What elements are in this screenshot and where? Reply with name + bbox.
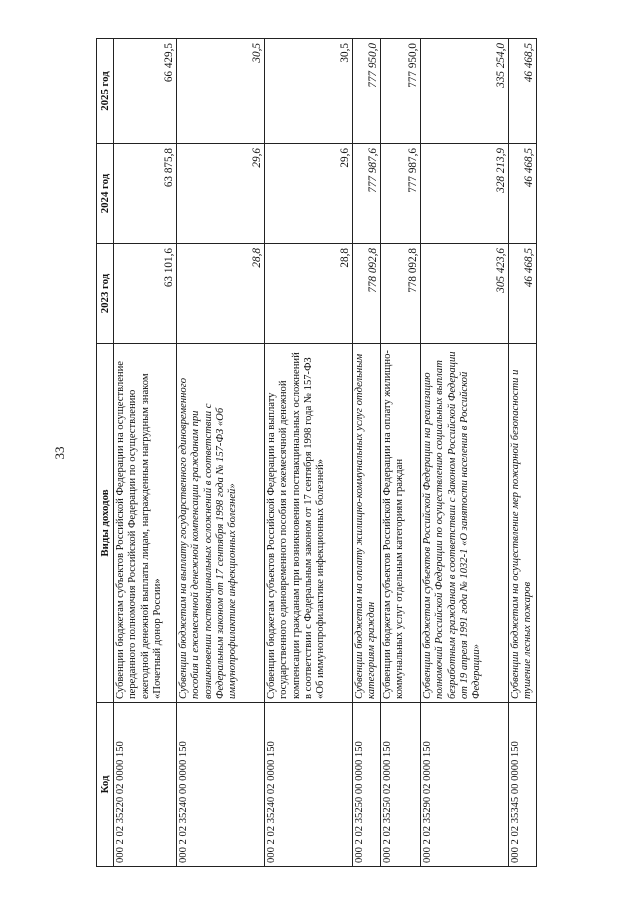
header-revenue-type: Виды доходов (97, 344, 114, 703)
row-code: 000 2 02 35220 02 0000 150 (114, 703, 177, 867)
row-code: 000 2 02 35345 00 0000 150 (509, 703, 537, 867)
row-value-2024: 46 468,5 (509, 144, 537, 244)
table-row (509, 39, 537, 867)
row-value-2023: 63 101,6 (114, 244, 177, 344)
row-value-2025: 30,5 (177, 39, 265, 144)
row-value-2025: 335 254,0 (421, 39, 509, 144)
row-description: Субвенции бюджетам субъектов Российской Федерации на осуществление переданного полномочия Российской Федерации по осуществлению ежегодной денежной выплаты лицам, награжденным нагрудным знаком «Почетный донор России» (114, 344, 177, 703)
row-value-2024: 777 987,6 (353, 144, 381, 244)
row-value-2025: 777 950,0 (381, 39, 421, 144)
row-value-2023: 778 092,8 (353, 244, 381, 344)
row-value-2024: 29,6 (265, 144, 353, 244)
row-description: Субвенции бюджетам субъектов Российской Федерации на реализацию полномочий Российской Федерации по осуществлению социальных выплат безработным гражданам в соответствии с Законом Российской Федерации от 19 апреля 1991 года № 1032-1 «О занятости населения в Российской Федерации» (421, 344, 509, 703)
row-value-2025: 66 429,5 (114, 39, 177, 144)
row-code: 000 2 02 35250 02 0000 150 (381, 703, 421, 867)
row-value-2023: 46 468,5 (509, 244, 537, 344)
row-value-2023: 28,8 (265, 244, 353, 344)
row-value-2025: 30,5 (265, 39, 353, 144)
header-2023: 2023 год (97, 244, 114, 344)
header-code: Код (97, 703, 114, 867)
row-value-2024: 63 875,8 (114, 144, 177, 244)
row-value-2023: 305 423,6 (421, 244, 509, 344)
row-value-2024: 777 987,6 (381, 144, 421, 244)
table-row (353, 39, 381, 867)
row-value-2024: 29,6 (177, 144, 265, 244)
header-2024: 2024 год (97, 144, 114, 244)
header-2025: 2025 год (97, 39, 114, 144)
row-value-2023: 778 092,8 (381, 244, 421, 344)
table-row (265, 39, 353, 867)
row-code: 000 2 02 35290 02 0000 150 (421, 703, 509, 867)
row-code: 000 2 02 35250 00 0000 150 (353, 703, 381, 867)
table-row (381, 39, 421, 867)
row-value-2023: 28,8 (177, 244, 265, 344)
table-row (177, 39, 265, 867)
row-code: 000 2 02 35240 02 0000 150 (265, 703, 353, 867)
rotated-table-wrapper (96, 39, 536, 867)
row-code: 000 2 02 35240 00 0000 150 (177, 703, 265, 867)
row-description: Субвенции бюджетам субъектов Российской Федерации на выплату государственного единовременного пособия и ежемесячной денежной компенсации гражданам при возникновении поствакцинальных осложнений в соответствии с Федеральным законом от 17 сентября 1998 года № 157-ФЗ «Об иммунопрофилактике инфекционных болезней» (265, 344, 353, 703)
row-value-2025: 777 950,0 (353, 39, 381, 144)
row-description: Субвенции бюджетам на оплату жилищно-коммунальных услуг отдельным категориям граждан (353, 344, 381, 703)
row-description: Субвенции бюджетам субъектов Российской Федерации на оплату жилищно-коммунальных услуг отдельным категориям граждан (381, 344, 421, 703)
row-description: Субвенции бюджетам на осуществление мер пожарной безопасности и тушение лесных пожаров (509, 344, 537, 703)
page-number: 33 (52, 446, 67, 460)
revenue-table (96, 38, 537, 867)
table-header-row (97, 39, 114, 867)
row-value-2025: 46 468,5 (509, 39, 537, 144)
table-row (114, 39, 177, 867)
row-description: Субвенции бюджетам на выплату государственного единовременного пособия и ежемесячной денежной компенсации гражданам при возникновении поствакцинальных осложнений в соответствии с Федеральным законом от 17 сентября 1998 года № 157-ФЗ «Об иммунопрофилактике инфекционных болезней» (177, 344, 265, 703)
row-value-2024: 328 213,9 (421, 144, 509, 244)
table-row (421, 39, 509, 867)
